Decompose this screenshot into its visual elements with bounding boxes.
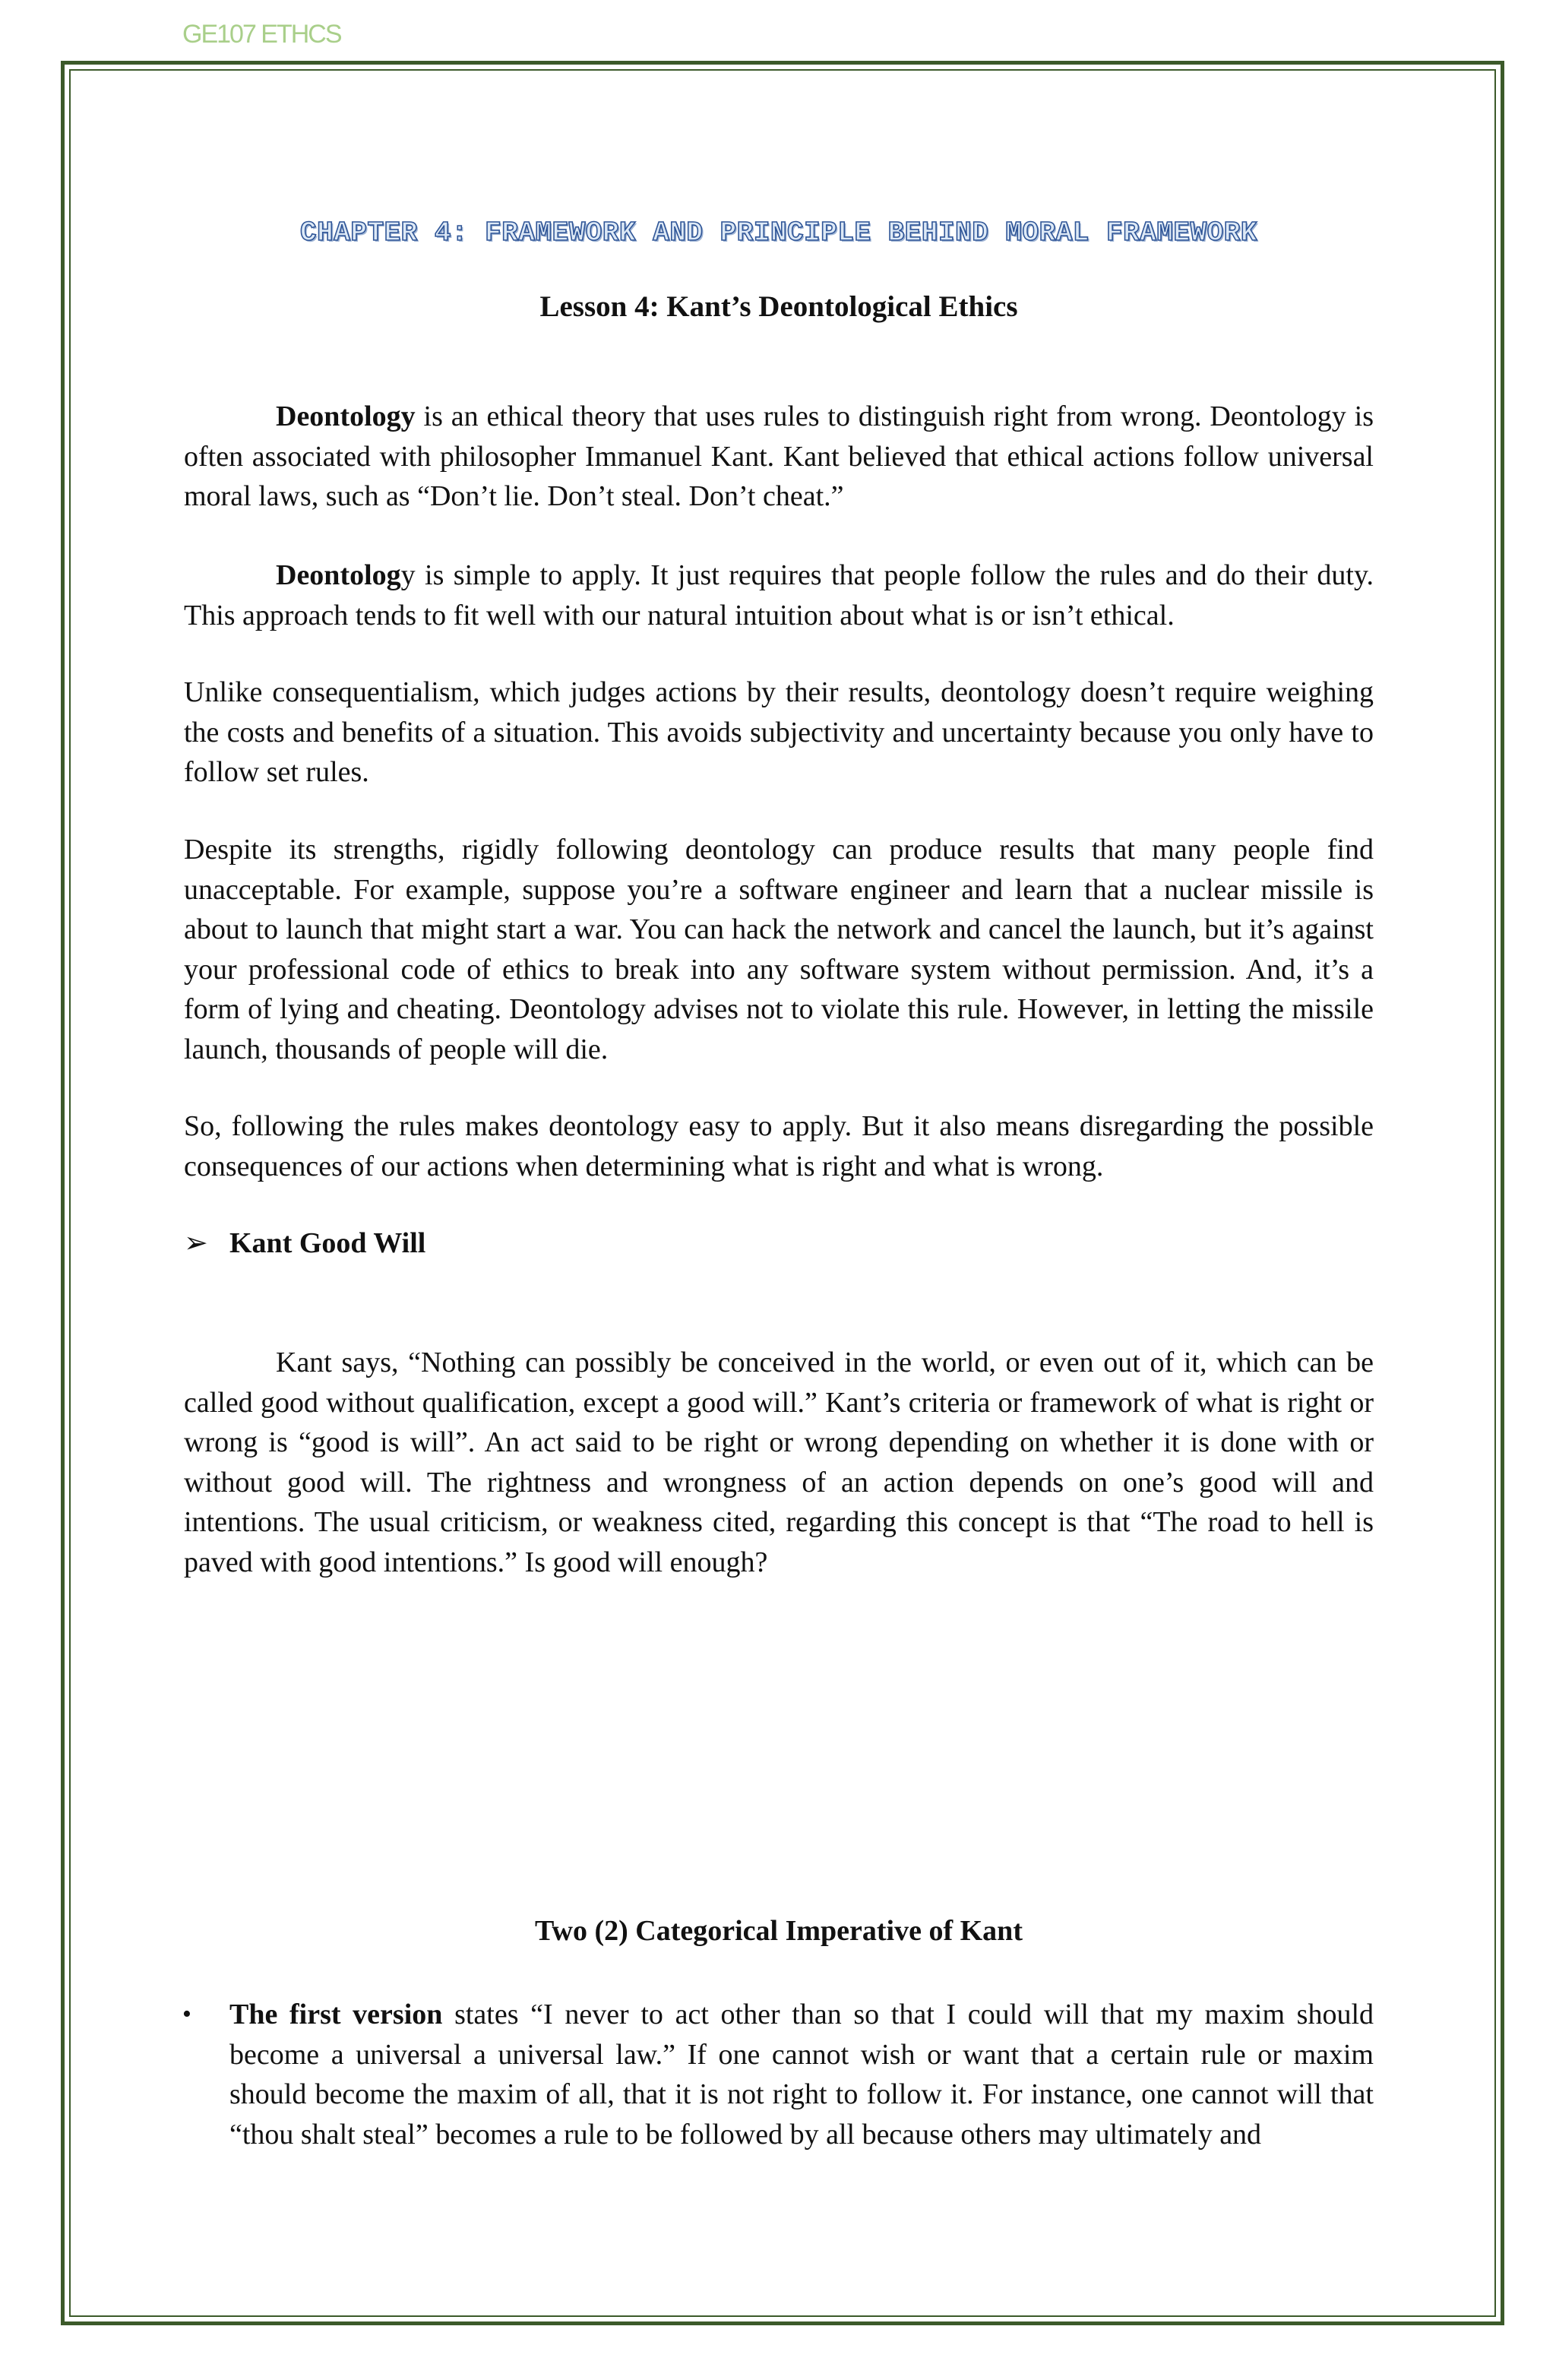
paragraph-deontology-definition	[184, 397, 1374, 517]
chapter-title: CHAPTER 4: FRAMEWORK AND PRINCIPLE BEHIND MORAL FRAMEWORK	[300, 217, 1257, 248]
paragraph-text: y is simple to apply. It just requires that people follow the rules and do their duty. This approach tends to fit well with our natural intuition about what is or isn’t ethical.	[184, 559, 1374, 631]
list-item-first-version	[182, 1995, 1374, 2154]
paragraph-deontology-application	[184, 555, 1374, 635]
paragraph-good-will: Kant says, “Nothing can possibly be conceived in the world, or even out of it, which can be called good without qualification, except a good will.” Kant’s criteria or framework of what is right or wrong is “good is will”. An act said to be right or wrong depending on whether it is done with or without good will. The rightness and wrongness of an action depends on one’s good will and intentions. The usual criticism, or weakness cited, regarding this concept is that “The road to hell is paved with good intentions.” Is good will enough?	[184, 1347, 1374, 1578]
paragraph-missile-example: Despite its strengths, rigidly following deontology can produce results that many people find unacceptable. For example, suppose you’re a software engineer and learn that a nuclear missile is about to launch that might start a war. You can hack the network and cancel the launch, but it’s against your professional code of ethics to break into any software system without permission. And, it’s a form of lying and cheating. Deontology advises not to violate this rule. However, in letting the missile launch, thousands of people will die.	[184, 834, 1374, 1065]
categorical-imperative-title: Two (2) Categorical Imperative of Kant	[535, 1915, 1023, 1947]
paragraph-text: is an ethical theory that uses rules to distinguish right from wrong. Deontology is often associated with philosopher Immanuel Kant. Kant believed that ethical actions follow universal moral laws, such as “Don’t lie. Don’t steal. Don’t cheat.”	[184, 400, 1374, 512]
term-deontology: Deontology	[276, 400, 416, 432]
course-header-label: GE107 ETHCS	[182, 20, 341, 49]
paragraph-summary: So, following the rules makes deontology easy to apply. But it also means disregarding the possible consequences of our actions when determining what is right and what is wrong.	[184, 1110, 1374, 1182]
bullet-dot-icon: •	[182, 2000, 191, 2028]
good-will-heading	[184, 1223, 425, 1263]
term-deontolog: Deontolog	[276, 559, 401, 591]
term-first-version: The first version	[229, 1999, 443, 2030]
paragraph-consequentialism-contrast: Unlike consequentialism, which judges actions by their results, deontology doesn’t require weighing the costs and benefits of a situation. This avoids subjectivity and uncertainty because you only have to follow set rules.	[184, 676, 1374, 788]
lesson-title: Lesson 4: Kant’s Deontological Ethics	[539, 290, 1018, 323]
arrow-bullet-icon: ➢	[184, 1227, 208, 1259]
list-item-text: states “I never to act other than so that I could will that my maxim should become a universal a universal law.” If one cannot wish or want that a certain rule or maxim should become the maxim of all, that it is not right to follow it. For instance, one cannot will that “thou shalt steal” becomes a rule to be followed by all because others may ultimately and	[229, 1999, 1374, 2151]
good-will-heading-text: Kant Good Will	[229, 1227, 426, 1259]
